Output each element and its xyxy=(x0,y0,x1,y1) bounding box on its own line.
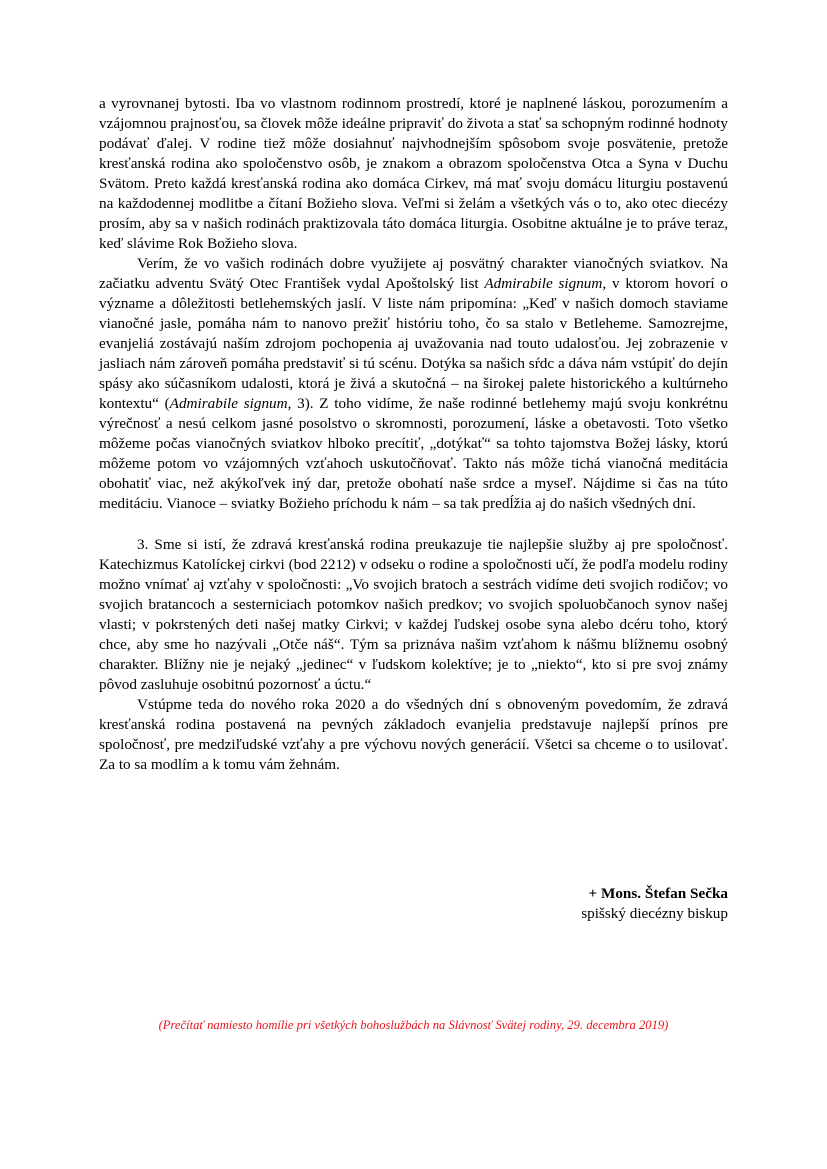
paragraph-3: 3. Sme si istí, že zdravá kresťanská rodina preukazuje tie najlepšie služby aj pre spoločnosť. Katechizmus Katolíckej cirkvi (bod 2212) v odseku o rodine a spoločnosti učí, že podľa modelu rodiny možno vnímať aj vzťahy v spoločnosti: „Vo svojich bratoch a sestrách vidíme deti svojich rodičov; vo svojich bratancoch a sesterniciach potomkov našich predkov; vo svojich spoluobčanoch synov našej vlasti; v pokrstených deti našej matky Cirkvi; v každej ľudskej osobe syna alebo dcéru toho, ktorý chce, aby sme ho nazývali „Otče náš“. Tým sa priznáva našim vzťahom k nášmu blížnemu osobný charakter. Blížny nie je nejaký „jedinec“ v ľudskom kolektíve; je to „niekto“, kto si pre svoj známy pôvod zasluhuje osobitnú pozornosť a úctu.“ xyxy=(99,536,728,693)
paragraph-2 xyxy=(99,254,728,514)
paragraph-2-text-a: Verím, že vo vašich rodinách dobre využijete aj posvätný charakter vianočných sviatkov. Na začiatku adventu Svätý Otec František vydal Apoštolský list xyxy=(99,255,728,292)
signature-block xyxy=(581,884,728,924)
letter-body xyxy=(99,94,728,775)
paragraph-1: a vyrovnanej bytosti. Iba vo vlastnom rodinnom prostredí, ktoré je naplnené láskou, porozumením a vzájomnou prajnosťou, sa človek môže ideálne pripraviť do života a stať sa schopným rodinné hodnoty podávať ďalej. V rodine tiež môže dosiahnuť najvhodnejším spôsobom svoje posvätenie, pretože kresťanská rodina ako spoločenstvo osôb, je znakom a obrazom spoločenstva Otca a Syna v Duchu Svätom. Preto každá kresťanská rodina ako domáca Cirkev, má mať svoju domácu liturgiu postavenú na každodennej modlitbe a čítaní Božieho slova. Veľmi si želám a všetkých vás o to, ako otec diecézy prosím, aby sa v našich rodinách praktizovala táto domáca liturgia. Osobitne aktuálne je to práve teraz, keď slávime Rok Božieho slova. xyxy=(99,95,728,252)
signature-title: spišský diecézny biskup xyxy=(581,905,728,922)
reading-note: (Prečítať namiesto homílie pri všetkých bohoslužbách na Slávnosť Svätej rodiny, 29. decembra 2019) xyxy=(158,1018,669,1032)
paragraph-2-text-c: , 3). Z toho vidíme, že naše rodinné betlehemy majú svoju konkrétnu výrečnosť a nesú celkom jasné posolstvo o skromnosti, porozumení, láske a obetavosti. Toto všetko môžeme počas vianočných sviatkov hlboko precítiť, „dotýkať“ sa tohto tajomstva Božej lásky, ktorú môžeme potom vo vzájomných vzťahoch uskutočňovať. Takto nás môže tichá vianočná meditácia obohatiť viac, než akýkoľvek iný dar, pretože obohatí naše srdce a myseľ. Nájdime si čas na túto meditáciu. Vianoce – sviatky Božieho príchodu k nám – sa tak predĺžia aj do našich všedných dní. xyxy=(99,395,728,512)
citation-admirabile-signum-2: Admirabile signum xyxy=(169,395,288,412)
citation-admirabile-signum: Admirabile signum, xyxy=(484,275,607,292)
paragraph-4: Vstúpme teda do nového roka 2020 a do všedných dní s obnoveným povedomím, že zdravá kresťanská rodina postavená na pevných základoch evanjelia predstavuje najlepší prínos pre spoločnosť, pre medziľudské vzťahy a pre výchovu nových generácií. Všetci sa chceme o to usilovať. Za to sa modlím a k tomu vám žehnám. xyxy=(99,696,728,773)
signature-name: + Mons. Štefan Sečka xyxy=(588,885,728,902)
paragraph-gap xyxy=(99,514,728,535)
paragraph-2-text-b: v ktorom hovorí o význame a dôležitosti betlehemských jaslí. V liste nám pripomína: „Keď v našich domoch staviame vianočné jasle, pomáha nám to nanovo prežiť históriu toho, čo sa stalo v Betleheme. Samozrejme, evanjeliá zostávajú naším zdrojom pochopenia aj uvažovania nad touto udalosťou. Jej zobrazenie v jasliach nám zároveň pomáha predstaviť si tú scénu. Dotýka sa našich sŕdc a dáva nám vstúpiť do dejín spásy ako súčasníkom udalosti, ktorá je živá a skutočná – na širokej palete historického a kultúrneho kontextu“ ( xyxy=(99,275,729,412)
